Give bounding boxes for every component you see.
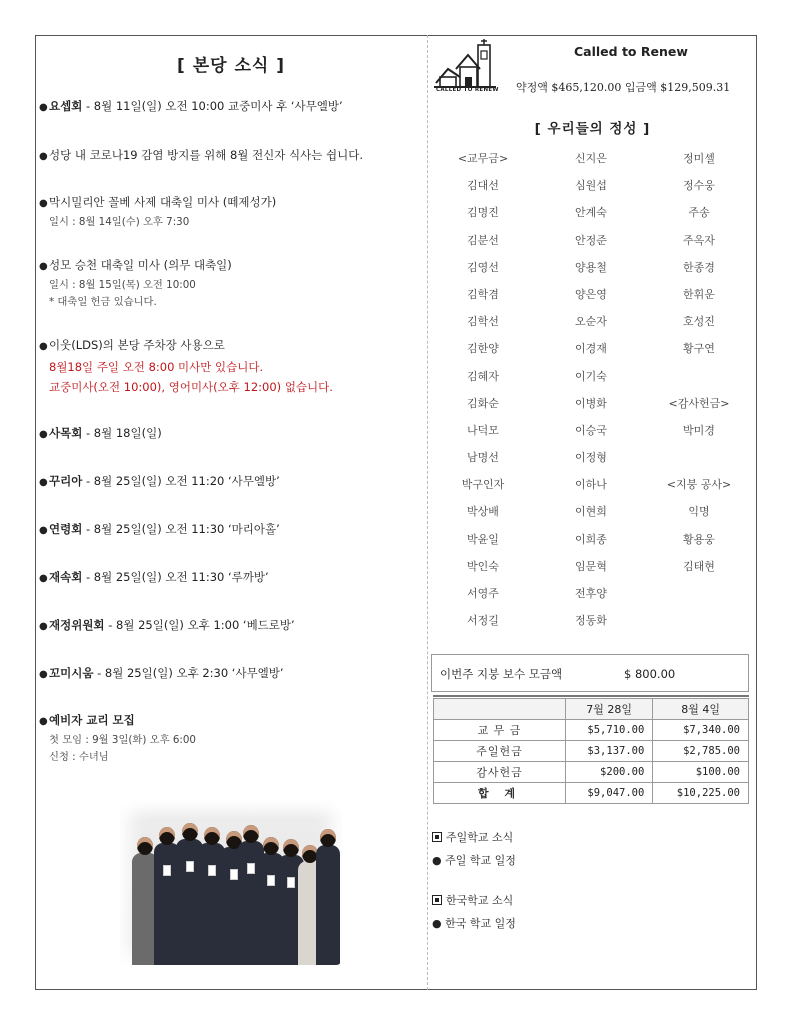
donor-name: 주옥자 bbox=[683, 233, 715, 247]
donor-name: 김혜자 bbox=[467, 369, 499, 383]
donor-name: <교무금> bbox=[457, 152, 509, 165]
donor-name: 이하나 bbox=[575, 478, 607, 492]
donor-name: 오순자 bbox=[575, 315, 607, 329]
donor-name: 김명진 bbox=[467, 206, 499, 220]
donor-column-1 bbox=[428, 145, 538, 634]
donor-name: 이희종 bbox=[575, 532, 607, 546]
cell-value: $200.00 bbox=[566, 762, 653, 783]
news-item-head: 예비자 교리 모집 bbox=[49, 713, 135, 727]
news-item-alert: 교중미사(오전 10:00), 영어미사(오후 12:00) 없습니다. bbox=[49, 380, 333, 394]
news-item bbox=[39, 615, 424, 637]
news-item-detail: 첫 모임 : 9월 3일(화) 오후 6:00 bbox=[49, 734, 196, 746]
bullet-icon: ● bbox=[432, 917, 446, 930]
donor-name: 박구인자 bbox=[461, 478, 505, 492]
donor-name: 김분선 bbox=[467, 233, 499, 247]
received-amount: $129,509.31 bbox=[660, 81, 731, 94]
bullet-icon: ● bbox=[39, 477, 48, 488]
news-item-text: - 8월 25일(일) 오후 2:30 ‘사무엘방’ bbox=[93, 666, 284, 680]
row-label: 합 계 bbox=[434, 783, 566, 804]
donor-name bbox=[644, 580, 754, 607]
donor-name: <감사헌금> bbox=[668, 396, 730, 410]
korean-school-item bbox=[432, 914, 516, 934]
news-item-head: 꼬미시움 bbox=[49, 666, 94, 680]
donor-name: 김한양 bbox=[467, 342, 499, 356]
donor-name: 이병화 bbox=[575, 396, 607, 410]
donor-name: 서영주 bbox=[467, 587, 499, 600]
news-item-head: 꾸리아 bbox=[49, 474, 83, 488]
news-item-head: 재정위원회 bbox=[49, 618, 105, 632]
donor-name: 황구연 bbox=[683, 342, 715, 356]
news-item-text: - 8월 11일(일) 오전 10:00 교중미사 후 ‘사무엘방’ bbox=[82, 99, 343, 113]
table-header: 8월 4일 bbox=[653, 699, 749, 720]
donor-name: 김학선 bbox=[467, 315, 499, 329]
received-label: 입금액 bbox=[624, 81, 657, 94]
sunday-school-heading bbox=[432, 828, 513, 848]
donor-name: 안정준 bbox=[575, 233, 607, 247]
donor-name: 서정길 bbox=[467, 614, 499, 628]
news-item bbox=[39, 471, 424, 493]
donor-name: 이경재 bbox=[575, 342, 607, 356]
donor-name bbox=[644, 607, 754, 634]
news-item bbox=[39, 423, 424, 445]
bullet-icon: ● bbox=[39, 716, 48, 727]
news-item-note: * 대축일 헌금 있습니다. bbox=[49, 296, 157, 308]
donor-name: <지붕 공사> bbox=[666, 478, 732, 492]
donor-column-3 bbox=[644, 145, 754, 634]
news-item-text: 막시밀리안 꼴베 사제 대축일 미사 (떼제성가) bbox=[49, 195, 277, 209]
donor-name: 박윤일 bbox=[467, 532, 499, 546]
news-item-text: 이웃(LDS)의 본당 주차장 사용으로 bbox=[49, 338, 225, 352]
news-item-text: 성모 승천 대축일 미사 (의무 대축일) bbox=[49, 258, 232, 272]
news-item bbox=[39, 192, 424, 231]
news-item-head: 연령회 bbox=[49, 522, 83, 536]
donor-name: 임문혁 bbox=[575, 559, 607, 573]
square-bullet-icon bbox=[432, 832, 442, 842]
campaign-amounts bbox=[516, 79, 730, 95]
donor-name: 안계숙 bbox=[575, 206, 607, 220]
donor-name: 이현희 bbox=[575, 505, 607, 519]
donor-name: 김태현 bbox=[683, 559, 715, 573]
donor-name: 김화순 bbox=[467, 396, 499, 410]
news-item-text: 성당 내 코로나19 감염 방지를 위해 8월 전신자 식사는 쉽니다. bbox=[49, 148, 364, 162]
donor-column-2 bbox=[536, 145, 646, 634]
donor-name: 정동화 bbox=[575, 614, 607, 628]
donor-name bbox=[644, 444, 754, 471]
donor-name: 황용웅 bbox=[683, 532, 715, 546]
donor-name: 전후양 bbox=[575, 587, 607, 600]
bullet-icon: ● bbox=[39, 198, 48, 209]
table-rule bbox=[433, 695, 749, 697]
offerings-title: [ 우리들의 정성 ] bbox=[534, 121, 651, 137]
cell-value: $9,047.00 bbox=[566, 783, 653, 804]
news-item-text: - 8월 25일(일) 오전 11:20 ‘사무엘방’ bbox=[82, 474, 280, 488]
donor-name: 이승국 bbox=[575, 423, 607, 437]
offering-table bbox=[433, 698, 749, 804]
table-header: 7월 28일 bbox=[566, 699, 653, 720]
donor-name: 정수웅 bbox=[683, 179, 715, 193]
bullet-icon: ● bbox=[39, 341, 48, 352]
donor-name: 김영선 bbox=[467, 260, 499, 274]
cell-value: $3,137.00 bbox=[566, 741, 653, 762]
news-item bbox=[39, 255, 424, 311]
bullet-icon: ● bbox=[432, 854, 446, 867]
donor-name: 신지은 bbox=[575, 152, 607, 165]
news-item-detail: 일시 : 8월 14일(수) 오후 7:30 bbox=[49, 216, 190, 228]
donor-name: 한휘운 bbox=[683, 287, 715, 301]
news-item bbox=[39, 567, 424, 589]
table-total-row bbox=[434, 783, 749, 804]
cell-value: $10,225.00 bbox=[653, 783, 749, 804]
cell-value: $2,785.00 bbox=[653, 741, 749, 762]
news-item bbox=[39, 335, 424, 397]
bullet-icon: ● bbox=[39, 429, 48, 440]
donor-name: 주송 bbox=[688, 206, 710, 220]
news-item-text: - 8월 25일(일) 오전 11:30 ‘마리아홀’ bbox=[82, 522, 280, 536]
cell-value: $5,710.00 bbox=[566, 720, 653, 741]
news-item-head: 사목회 bbox=[49, 426, 83, 440]
donor-name: 양은영 bbox=[575, 287, 607, 301]
parish-news-title: [ 본당 소식 ] bbox=[177, 56, 285, 76]
donor-name: 남명선 bbox=[467, 451, 499, 465]
news-item-text: - 8월 18일(일) bbox=[82, 426, 162, 440]
donor-name: 익명 bbox=[688, 505, 710, 519]
row-label: 교 무 금 bbox=[434, 720, 566, 741]
logo-caption: CALLED TO RENEW bbox=[436, 87, 499, 93]
bullet-icon: ● bbox=[39, 102, 48, 113]
donor-name: 나덕모 bbox=[467, 423, 499, 437]
news-item bbox=[39, 519, 424, 541]
korean-school-heading bbox=[432, 891, 513, 911]
news-item-alert: 8월18일 주일 오전 8:00 미사만 있습니다. bbox=[49, 360, 264, 374]
table-header-row bbox=[434, 699, 749, 720]
korean-school-title: 한국학교 소식 bbox=[446, 894, 514, 907]
news-item-detail: 일시 : 8월 15일(목) 오전 10:00 bbox=[49, 279, 196, 291]
donor-name: 양용철 bbox=[575, 260, 607, 274]
news-item-detail: 신청 : 수녀님 bbox=[49, 751, 109, 763]
offerings-column bbox=[428, 35, 757, 990]
row-label: 감사헌금 bbox=[434, 762, 566, 783]
sunday-school-title: 주일학교 소식 bbox=[446, 831, 514, 844]
donor-name: 호성진 bbox=[683, 315, 715, 329]
korean-school-schedule: 한국 학교 일정 bbox=[445, 917, 516, 930]
table-header bbox=[434, 699, 566, 720]
news-item bbox=[39, 710, 424, 766]
sunday-school-item bbox=[432, 851, 516, 871]
news-item bbox=[39, 145, 424, 167]
donor-name: 박인숙 bbox=[467, 559, 499, 573]
square-bullet-icon bbox=[432, 895, 442, 905]
cell-value: $7,340.00 bbox=[653, 720, 749, 741]
roof-fund-label: 이번주 지붕 보수 모금액 bbox=[440, 667, 563, 681]
news-item bbox=[39, 663, 424, 685]
donor-name: 이기숙 bbox=[575, 369, 607, 383]
cell-value: $100.00 bbox=[653, 762, 749, 783]
table-row bbox=[434, 741, 749, 762]
table-row bbox=[434, 762, 749, 783]
donor-name bbox=[644, 363, 754, 390]
donor-name: 김학겸 bbox=[467, 287, 499, 301]
donor-name: 이정형 bbox=[575, 451, 607, 465]
bullet-icon: ● bbox=[39, 261, 48, 272]
donor-name: 박미경 bbox=[683, 423, 715, 437]
donor-name: 정미셸 bbox=[683, 152, 715, 165]
pledge-amount: $465,120.00 bbox=[551, 81, 622, 94]
news-item-head: 재속회 bbox=[49, 570, 83, 584]
donor-name: 박상배 bbox=[467, 505, 499, 519]
bullet-icon: ● bbox=[39, 151, 48, 162]
pledge-label: 약정액 bbox=[516, 81, 548, 94]
donor-name: 김대선 bbox=[467, 179, 499, 193]
news-item-head: 요셉회 bbox=[49, 99, 83, 113]
news-item-text: - 8월 25일(일) 오후 1:00 ‘베드로방’ bbox=[104, 618, 295, 632]
roof-fund-box bbox=[431, 654, 749, 692]
parish-news-column bbox=[35, 35, 427, 990]
roof-fund-amount: $ 800.00 bbox=[624, 667, 676, 681]
table-row bbox=[434, 720, 749, 741]
news-item-text: - 8월 25일(일) 오전 11:30 ‘루까방’ bbox=[82, 570, 269, 584]
sunday-school-schedule: 주일 학교 일정 bbox=[445, 854, 516, 867]
donor-name: 한종경 bbox=[683, 260, 715, 274]
row-label: 주일헌금 bbox=[434, 741, 566, 762]
news-item bbox=[39, 96, 424, 118]
bullet-icon: ● bbox=[39, 669, 48, 680]
bullet-icon: ● bbox=[39, 621, 48, 632]
donor-name: 심원섭 bbox=[575, 179, 607, 193]
campaign-title: Called to Renew bbox=[574, 44, 688, 59]
bullet-icon: ● bbox=[39, 573, 48, 584]
group-photo bbox=[120, 795, 342, 965]
bullet-icon: ● bbox=[39, 525, 48, 536]
